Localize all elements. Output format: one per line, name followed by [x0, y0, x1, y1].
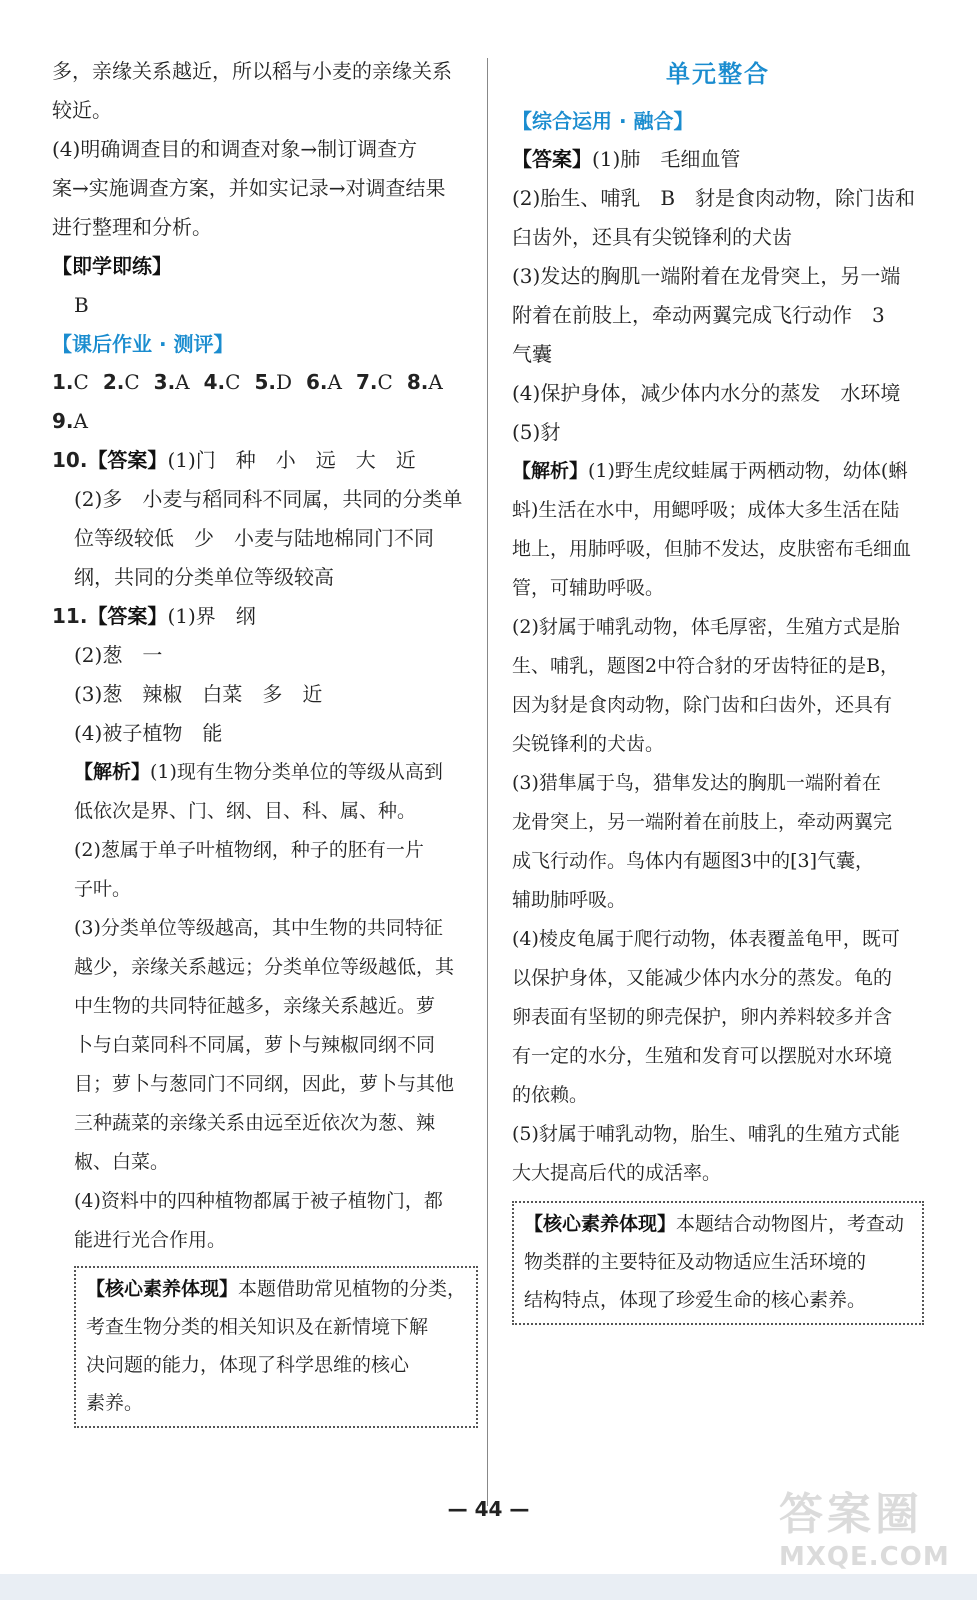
text-line: 越少，亲缘关系越远；分类单位等级越低，其 — [74, 956, 455, 978]
q10-answer-lines — [52, 480, 478, 597]
mcq-number: 4. — [203, 370, 226, 394]
jixue-header — [52, 247, 478, 286]
mcq-item — [356, 370, 393, 394]
text-line: 生、哺乳，题图2中符合豺的牙齿特征的是B， — [512, 655, 900, 677]
text-line: 物类群的主要特征及动物适应生活环境的 — [524, 1251, 867, 1273]
text-line: (2)葱属于单子叶植物纲，种子的胚有一片 — [74, 839, 424, 861]
mcq-choice: A — [175, 370, 190, 394]
text-line: (3)猎隼属于鸟，猎隼发达的胸肌一端附着在 — [512, 772, 881, 794]
mcq-answers — [52, 363, 478, 402]
bottom-bar — [0, 1574, 977, 1600]
text-line: 目；萝卜与葱同门不同纲，因此，萝卜与其他 — [74, 1073, 455, 1095]
mcq-number: 5. — [254, 370, 276, 394]
text-line: (3)发达的胸肌一端附着在龙骨突上，另一端 — [512, 264, 901, 288]
text-line: (5)豺 — [512, 420, 561, 444]
left-top-lines — [52, 52, 478, 247]
text-line: 臼齿外，还具有尖锐锋利的犬齿 — [512, 225, 792, 249]
right-core-box — [512, 1201, 924, 1325]
right-column — [512, 52, 924, 1325]
left-core-first: 【核心素养体现】本题借助常见植物的分类， — [86, 1278, 467, 1300]
right-analysis-lines — [512, 491, 924, 1193]
text-line: (2)胎生、哺乳 B 豺是食肉动物，除门齿和 — [512, 186, 916, 210]
text-line: 能进行光合作用。 — [74, 1229, 227, 1251]
text-line: 卜与白菜同科不同属，萝卜与辣椒同纲不同 — [74, 1034, 436, 1056]
right-core-lines — [524, 1243, 914, 1319]
mcq-choice: D — [275, 370, 293, 394]
text-line: (3)分类单位等级越高，其中生物的共同特征 — [74, 917, 443, 939]
watermark-logo — [779, 1478, 950, 1578]
text-line: (4)被子植物 能 — [74, 721, 223, 745]
text-line: 子叶。 — [74, 878, 132, 900]
text-line: (4)明确调查目的和调查对象→制订调查方 — [52, 137, 418, 161]
text-line: 辅助肺呼吸。 — [512, 889, 627, 911]
mcq-choice: C — [225, 370, 241, 394]
watermark-url: MXQE.COM — [779, 1542, 950, 1572]
text-line: 管，可辅助呼吸。 — [512, 577, 665, 599]
mcq-choice: A — [428, 370, 443, 394]
text-line: 以保护身体，又能减少体内水分的蒸发。龟的 — [512, 967, 893, 989]
right-analysis-first: 【解析】(1)野生虎纹蛙属于两栖动物，幼体(蝌 — [512, 460, 908, 482]
mcq-number: 1. — [52, 370, 74, 394]
q11-answer-lines — [52, 636, 478, 753]
mcq-choice: A — [327, 370, 342, 394]
comprehensive-section-title: 【综合运用 · 融合】 — [512, 109, 694, 133]
unit-title: 单元整合 — [666, 59, 770, 88]
text-line: 蚪)生活在水中，用鳃呼吸；成体大多生活在陆 — [512, 499, 900, 521]
mcq-item — [103, 370, 140, 394]
text-line: 的依赖。 — [512, 1084, 589, 1106]
mcq-item — [204, 370, 241, 394]
text-line: 位等级较低 少 小麦与陆地棉同门不同 — [74, 526, 434, 550]
text-line: (3)葱 辣椒 白菜 多 近 — [74, 682, 323, 706]
homework-section-title: 【课后作业 · 测评】 — [52, 332, 234, 356]
right-answer-lines — [512, 179, 924, 452]
mcq-item — [306, 370, 342, 394]
text-line: (5)豺属于哺乳动物，胎生、哺乳的生殖方式能 — [512, 1123, 900, 1145]
text-line: 决问题的能力，体现了科学思维的核心 — [86, 1354, 410, 1376]
text-line: 龙骨突上，另一端附着在前肢上，牵动两翼完 — [512, 811, 893, 833]
mcq-choice: C — [124, 370, 140, 394]
mcq-number: 3. — [153, 370, 176, 394]
mcq-item — [407, 370, 443, 394]
text-line: 大大提高后代的成活率。 — [512, 1162, 722, 1184]
text-line: 有一定的水分，生殖和发育可以摆脱对水环境 — [512, 1045, 893, 1067]
left-core-box — [74, 1266, 478, 1428]
text-line: (4)棱皮龟属于爬行动物，体表覆盖龟甲，既可 — [512, 928, 900, 950]
mcq-item — [154, 370, 190, 394]
text-line: (2)豺属于哺乳动物，体毛厚密，生殖方式是胎 — [512, 616, 900, 638]
text-line: 椒、白菜。 — [74, 1151, 170, 1173]
left-core-lines — [86, 1308, 468, 1422]
text-line: (4)保护身体，减少体内水分的蒸发 水环境 — [512, 381, 901, 405]
text-line: 较近。 — [52, 98, 112, 122]
text-line: 成飞行动作。鸟体内有题图3中的[3]气囊， — [512, 850, 875, 872]
q11-answer-first: 11.【答案】(1)界 纲 — [52, 604, 256, 628]
text-line: 考查生物分类的相关知识及在新情境下解 — [86, 1316, 429, 1338]
page-number: — 44 — — [447, 1497, 530, 1521]
text-line: 三种蔬菜的亲缘关系由远至近依次为葱、辣 — [74, 1112, 436, 1134]
text-line: 多，亲缘关系越近，所以稻与小麦的亲缘关系 — [52, 59, 452, 83]
text-line: 低依次是界、门、纲、目、科、属、种。 — [74, 800, 417, 822]
q10-answer-first: 10.【答案】(1)门 种 小 远 大 近 — [52, 448, 416, 472]
mcq-item — [254, 370, 292, 394]
mcq-item — [52, 370, 89, 394]
mcq-number: 7. — [355, 370, 378, 394]
mcq-choice: C — [377, 370, 393, 394]
column-divider — [487, 58, 488, 1506]
text-line: 素养。 — [86, 1392, 144, 1414]
text-line: 案→实施调查方案，并如实记录→对调查结果 — [52, 176, 446, 200]
text-line: 结构特点，体现了珍爱生命的核心素养。 — [524, 1289, 867, 1311]
text-line: 气囊 — [512, 342, 552, 366]
text-line: 进行整理和分析。 — [52, 215, 212, 239]
mcq-number: 8. — [406, 370, 429, 394]
text-line: 卵表面有坚韧的卵壳保护，卵内养料较多并含 — [512, 1006, 893, 1028]
text-line: (4)资料中的四种植物都属于被子植物门，都 — [74, 1190, 443, 1212]
right-answer-first: 【答案】(1)肺 毛细血管 — [512, 147, 741, 171]
right-core-first: 【核心素养体现】本题结合动物图片，考查动 — [524, 1213, 905, 1235]
q11-analysis-first: 【解析】(1)现有生物分类单位的等级从高到 — [74, 761, 443, 783]
text-line: 中生物的共同特征越多，亲缘关系越近。萝 — [74, 995, 436, 1017]
text-line: 附着在前肢上，牵动两翼完成飞行动作 3 — [512, 303, 885, 327]
watermark-text: 答案圈 — [779, 1489, 923, 1540]
text-line: 地上，用肺呼吸，但肺不发达，皮肤密布毛细血 — [512, 538, 912, 560]
q9-answer: 9.A — [52, 409, 88, 433]
text-line: (2)多 小麦与稻同科不同属，共同的分类单 — [74, 487, 463, 511]
text-line: 纲，共同的分类单位等级较高 — [74, 565, 334, 589]
jixue-tag: 【即学即练】 — [52, 254, 172, 278]
left-column — [52, 52, 478, 1428]
mcq-number: 2. — [102, 370, 125, 394]
text-line: 因为豺是食肉动物，除门齿和臼齿外，还具有 — [512, 694, 893, 716]
mcq-number: 6. — [306, 370, 328, 394]
mcq-choice: C — [73, 370, 89, 394]
text-line: 尖锐锋利的犬齿。 — [512, 733, 665, 755]
q11-analysis-lines — [52, 792, 478, 1260]
text-line: (2)葱 一 — [74, 643, 163, 667]
jixue-answer: B — [74, 293, 89, 317]
